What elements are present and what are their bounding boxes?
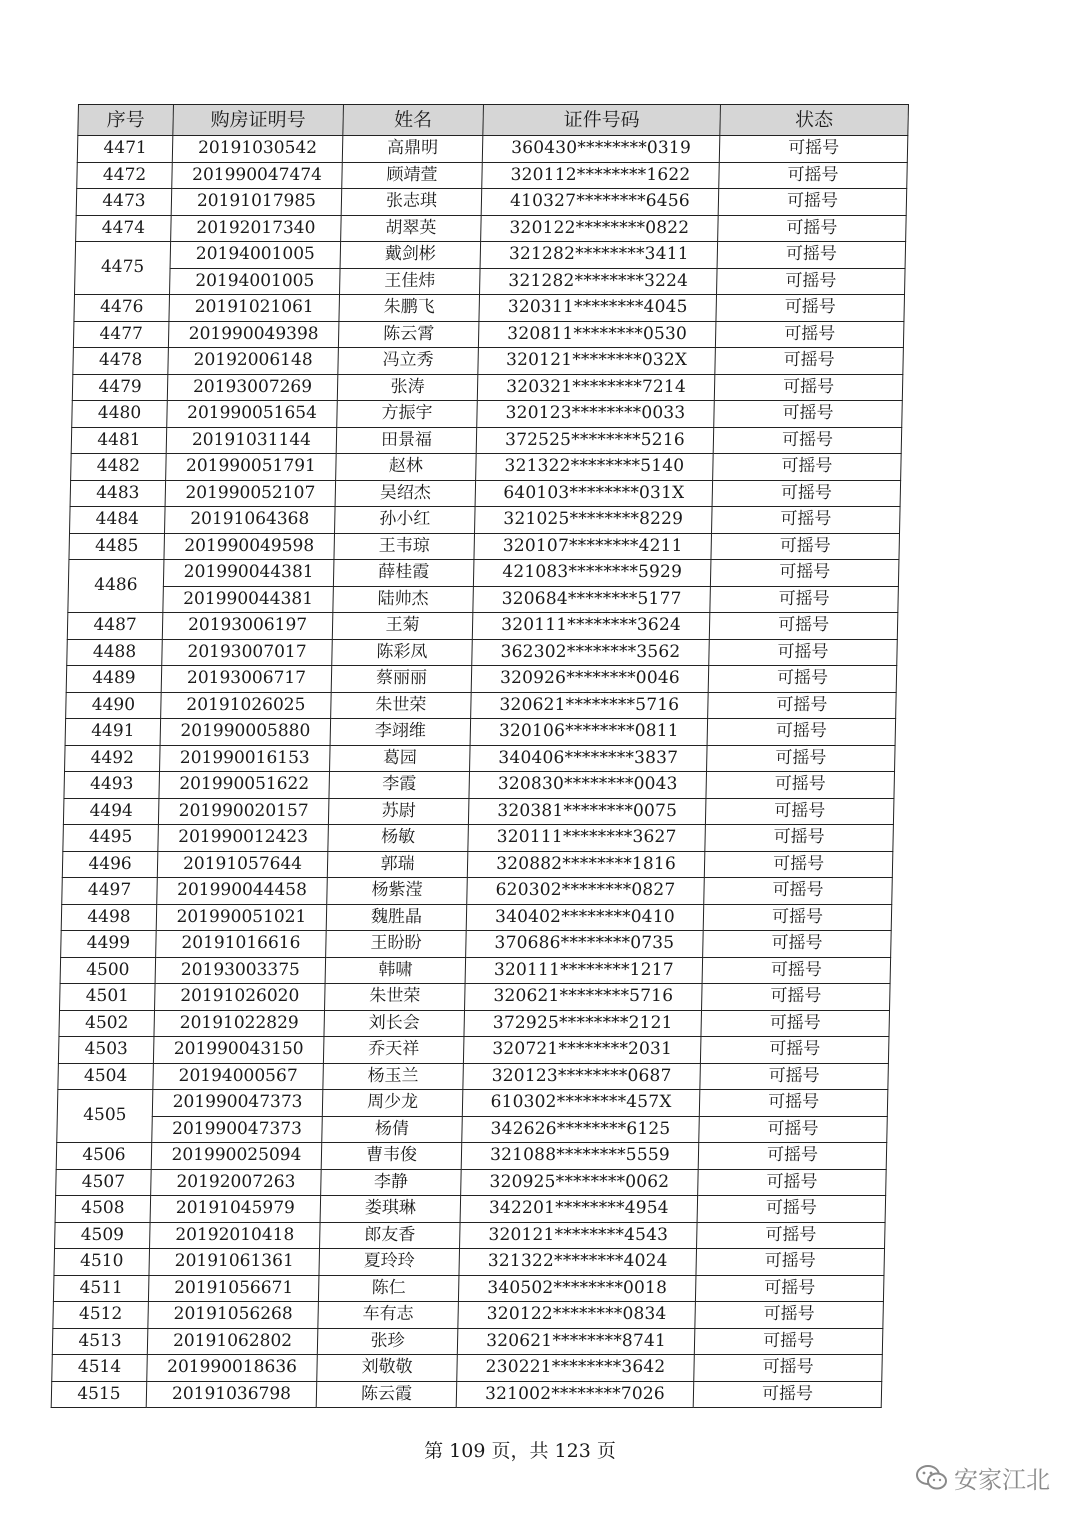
cell-status: 可摇号 — [698, 1169, 887, 1196]
table-row — [51, 1381, 882, 1408]
cell-cert-no: 201990016153 — [160, 745, 331, 772]
cell-status: 可摇号 — [713, 454, 902, 481]
cell-status: 可摇号 — [712, 480, 901, 507]
table-row — [55, 1196, 886, 1223]
cell-seq: 4491 — [65, 719, 161, 746]
cell-cert-no: 20194001005 — [170, 242, 341, 269]
cell-id-no: 320721********2031 — [463, 1037, 701, 1064]
cell-id-no: 321322********4024 — [459, 1249, 697, 1276]
cell-name: 杨玉兰 — [323, 1063, 464, 1090]
table-row — [67, 639, 898, 666]
cell-cert-no: 20191026020 — [155, 984, 326, 1011]
cell-cert-no: 20192007263 — [151, 1169, 322, 1196]
cell-cert-no: 201990044458 — [157, 878, 328, 905]
cell-cert-no: 20191031144 — [166, 427, 337, 454]
cell-status: 可摇号 — [713, 427, 902, 454]
cell-cert-no: 20193006197 — [162, 613, 333, 640]
cell-status: 可摇号 — [717, 242, 906, 269]
cell-name: 刘敬敬 — [317, 1355, 458, 1382]
table-row — [56, 1143, 887, 1170]
cell-cert-no: 20191022829 — [154, 1010, 325, 1037]
cell-cert-no: 20191045979 — [150, 1196, 321, 1223]
table-row — [63, 825, 894, 852]
cell-name: 李霞 — [329, 772, 470, 799]
cell-name: 夏玲玲 — [319, 1249, 460, 1276]
header-name: 姓名 — [343, 105, 484, 136]
cell-seq: 4473 — [76, 189, 172, 216]
cell-seq: 4495 — [63, 825, 159, 852]
cell-cert-no: 201990049598 — [164, 533, 335, 560]
table-row — [60, 984, 891, 1011]
table-row — [71, 427, 902, 454]
cell-status: 可摇号 — [716, 295, 905, 322]
cell-seq: 4471 — [77, 136, 173, 163]
cell-id-no: 340502********0018 — [458, 1275, 696, 1302]
cell-id-no: 372925********2121 — [464, 1010, 702, 1037]
table-row — [58, 1063, 889, 1090]
cell-cert-no: 201990051654 — [167, 401, 338, 428]
cell-status: 可摇号 — [695, 1275, 884, 1302]
cell-name: 娄琪琳 — [320, 1196, 461, 1223]
cell-id-no: 320123********0687 — [463, 1063, 701, 1090]
table-row — [57, 1116, 888, 1143]
cell-id-no: 421083********5929 — [473, 560, 711, 587]
table-row — [75, 242, 906, 269]
cell-name: 冯立秀 — [338, 348, 479, 375]
cell-status: 可摇号 — [701, 1010, 890, 1037]
cell-id-no: 320830********0043 — [469, 772, 707, 799]
table-row — [62, 851, 893, 878]
table-row — [72, 401, 903, 428]
cell-cert-no: 201990044381 — [163, 560, 334, 587]
cell-name: 王菊 — [332, 613, 473, 640]
cell-id-no: 320621********5716 — [465, 984, 703, 1011]
cell-id-no: 320107********4211 — [474, 533, 712, 560]
watermark-text: 安家江北 — [954, 1466, 1050, 1494]
table-row — [74, 295, 905, 322]
table-body — [51, 136, 908, 1408]
cell-seq: 4505 — [57, 1090, 153, 1143]
cell-cert-no: 20191016616 — [156, 931, 327, 958]
cell-seq: 4514 — [52, 1355, 148, 1382]
cell-cert-no: 201990047373 — [152, 1116, 323, 1143]
cell-name: 陈彩凤 — [332, 639, 473, 666]
cell-id-no: 320121********4543 — [460, 1222, 698, 1249]
cell-id-no: 340406********3837 — [470, 745, 708, 772]
cell-cert-no: 20193003375 — [155, 957, 326, 984]
cell-cert-no: 20191017985 — [171, 189, 342, 216]
cell-id-no: 362302********3562 — [472, 639, 710, 666]
cell-status: 可摇号 — [711, 533, 900, 560]
cell-cert-no: 20191064368 — [165, 507, 336, 534]
cell-seq: 4480 — [72, 401, 168, 428]
cell-cert-no: 201990044381 — [163, 586, 334, 613]
cell-seq: 4489 — [66, 666, 162, 693]
cell-name: 吴绍杰 — [335, 480, 476, 507]
cell-id-no: 320882********1816 — [467, 851, 705, 878]
cell-name: 方振宇 — [337, 401, 478, 428]
cell-id-no: 320621********8741 — [457, 1328, 695, 1355]
cell-name: 郭瑞 — [327, 851, 468, 878]
cell-name: 曹韦俊 — [321, 1143, 462, 1170]
cell-cert-no: 201990051791 — [166, 454, 337, 481]
cell-cert-no: 201990018636 — [147, 1355, 318, 1382]
watermark — [916, 1460, 1050, 1495]
table-row — [53, 1275, 884, 1302]
header-status: 状态 — [720, 105, 909, 136]
table-row — [72, 374, 903, 401]
header-id-no: 证件号码 — [483, 105, 721, 136]
cell-seq: 4496 — [62, 851, 158, 878]
cell-cert-no: 201990043150 — [153, 1037, 324, 1064]
cell-name: 李翊维 — [330, 719, 471, 746]
cell-name: 刘长会 — [324, 1010, 465, 1037]
cell-id-no: 320311********4045 — [479, 295, 717, 322]
table-row — [62, 878, 893, 905]
cell-cert-no: 201990051021 — [156, 904, 327, 931]
cell-name: 韩啸 — [325, 957, 466, 984]
cell-status: 可摇号 — [715, 321, 904, 348]
cell-status: 可摇号 — [706, 772, 895, 799]
table-row — [76, 189, 907, 216]
cell-status: 可摇号 — [704, 878, 893, 905]
cell-name: 陈仁 — [318, 1275, 459, 1302]
cell-id-no: 321282********3224 — [480, 268, 718, 295]
table-row — [60, 957, 891, 984]
cell-seq: 4483 — [70, 480, 166, 507]
cell-seq: 4499 — [61, 931, 157, 958]
table-row — [68, 586, 899, 613]
table-row — [71, 454, 902, 481]
cell-name: 高鼎明 — [342, 136, 483, 163]
cell-id-no: 321322********5140 — [476, 454, 714, 481]
cell-id-no: 610302********457X — [462, 1090, 700, 1117]
cell-name: 田景福 — [336, 427, 477, 454]
cell-seq: 4479 — [72, 374, 168, 401]
cell-id-no: 342626********6125 — [462, 1116, 700, 1143]
cell-name: 张志琪 — [341, 189, 482, 216]
cell-id-no: 321088********5559 — [461, 1143, 699, 1170]
cell-seq: 4486 — [68, 560, 164, 613]
cell-seq: 4513 — [52, 1328, 148, 1355]
cell-status: 可摇号 — [705, 825, 894, 852]
cell-id-no: 370686********0735 — [466, 931, 704, 958]
cell-seq: 4510 — [54, 1249, 150, 1276]
cell-status: 可摇号 — [694, 1355, 883, 1382]
cell-status: 可摇号 — [704, 851, 893, 878]
table-row — [59, 1010, 890, 1037]
table-row — [67, 613, 898, 640]
cell-name: 赵林 — [336, 454, 477, 481]
cell-name: 蔡丽丽 — [331, 666, 472, 693]
cell-seq: 4492 — [65, 745, 161, 772]
cell-seq: 4511 — [53, 1275, 149, 1302]
cell-id-no: 340402********0410 — [466, 904, 704, 931]
cell-status: 可摇号 — [719, 136, 908, 163]
cell-name: 胡翠英 — [341, 215, 482, 242]
cell-cert-no: 20194000567 — [153, 1063, 324, 1090]
cell-status: 可摇号 — [707, 745, 896, 772]
cell-name: 顾靖萱 — [342, 162, 483, 189]
cell-seq: 4474 — [76, 215, 172, 242]
cell-seq: 4477 — [73, 321, 169, 348]
cell-id-no: 320112********1622 — [482, 162, 720, 189]
cell-id-no: 321002********7026 — [456, 1381, 694, 1408]
cell-id-no: 620302********0827 — [467, 878, 705, 905]
lottery-list-sheet — [51, 104, 908, 1414]
cell-seq: 4507 — [56, 1169, 152, 1196]
table-row — [69, 533, 900, 560]
table-row — [56, 1169, 887, 1196]
cell-seq: 4494 — [63, 798, 159, 825]
table-row — [52, 1328, 883, 1355]
cell-status: 可摇号 — [707, 719, 896, 746]
table-row — [61, 904, 892, 931]
cell-cert-no: 20191026025 — [161, 692, 332, 719]
table-row — [77, 162, 908, 189]
cell-id-no: 320811********0530 — [478, 321, 716, 348]
table-row — [58, 1037, 889, 1064]
wechat-icon — [916, 1464, 948, 1492]
table-row — [64, 772, 895, 799]
table-row — [73, 348, 904, 375]
cell-status: 可摇号 — [714, 401, 903, 428]
cell-seq: 4506 — [56, 1143, 152, 1170]
cell-id-no: 320121********032X — [478, 348, 716, 375]
cell-status: 可摇号 — [697, 1222, 886, 1249]
table-row — [75, 268, 906, 295]
cell-seq: 4485 — [69, 533, 165, 560]
cell-name: 朱鹏飞 — [339, 295, 480, 322]
table-row — [63, 798, 894, 825]
cell-seq: 4484 — [70, 507, 166, 534]
cell-name: 陈云霄 — [338, 321, 479, 348]
cell-status: 可摇号 — [702, 957, 891, 984]
cell-seq: 4488 — [67, 639, 163, 666]
cell-name: 郎友香 — [320, 1222, 461, 1249]
cell-id-no: 360430********0319 — [482, 136, 720, 163]
table-row — [53, 1302, 884, 1329]
cell-seq: 4478 — [73, 348, 169, 375]
cell-status: 可摇号 — [710, 586, 899, 613]
cell-cert-no: 201990012423 — [158, 825, 329, 852]
table-row — [54, 1249, 885, 1276]
cell-seq: 4500 — [60, 957, 156, 984]
cell-cert-no: 20191030542 — [172, 136, 343, 163]
cell-name: 乔天祥 — [323, 1037, 464, 1064]
cell-seq: 4482 — [71, 454, 167, 481]
cell-cert-no: 20192006148 — [168, 348, 339, 375]
cell-id-no: 321282********3411 — [480, 242, 718, 269]
cell-id-no: 320621********5716 — [471, 692, 709, 719]
cell-status: 可摇号 — [705, 798, 894, 825]
cell-cert-no: 20193006717 — [161, 666, 332, 693]
cell-status: 可摇号 — [696, 1249, 885, 1276]
table-row — [66, 666, 897, 693]
cell-cert-no: 20191021061 — [169, 295, 340, 322]
cell-seq: 4501 — [60, 984, 156, 1011]
cell-status: 可摇号 — [693, 1381, 882, 1408]
cell-status: 可摇号 — [700, 1037, 889, 1064]
cell-seq: 4502 — [59, 1010, 155, 1037]
cell-id-no: 320111********1217 — [465, 957, 703, 984]
cell-status: 可摇号 — [709, 639, 898, 666]
cell-status: 可摇号 — [719, 162, 908, 189]
table-row — [61, 931, 892, 958]
cell-seq: 4475 — [75, 242, 171, 295]
table-row — [65, 745, 896, 772]
cell-name: 朱世荣 — [325, 984, 466, 1011]
cell-cert-no: 20192017340 — [171, 215, 342, 242]
table-row — [57, 1090, 888, 1117]
cell-cert-no: 20191061361 — [149, 1249, 320, 1276]
cell-status: 可摇号 — [708, 692, 897, 719]
cell-status: 可摇号 — [698, 1143, 887, 1170]
cell-name: 薛桂霞 — [333, 560, 474, 587]
cell-id-no: 372525********5216 — [476, 427, 714, 454]
cell-name: 杨敏 — [328, 825, 469, 852]
table-row — [70, 507, 901, 534]
cell-status: 可摇号 — [718, 189, 907, 216]
cell-seq: 4498 — [61, 904, 157, 931]
cell-cert-no: 201990025094 — [151, 1143, 322, 1170]
header-seq: 序号 — [78, 105, 174, 136]
cell-seq: 4503 — [58, 1037, 154, 1064]
cell-id-no: 320321********7214 — [477, 374, 715, 401]
cell-name: 张涛 — [337, 374, 478, 401]
cell-id-no: 320381********0075 — [468, 798, 706, 825]
cell-name: 周少龙 — [322, 1090, 463, 1117]
cell-id-no: 320106********0811 — [470, 719, 708, 746]
cell-seq: 4515 — [51, 1381, 147, 1408]
cell-status: 可摇号 — [715, 348, 904, 375]
cell-status: 可摇号 — [699, 1090, 888, 1117]
table-row — [65, 719, 896, 746]
cell-cert-no: 20193007017 — [162, 639, 333, 666]
table-row — [73, 321, 904, 348]
cell-name: 葛园 — [330, 745, 471, 772]
cell-cert-no: 20191056671 — [148, 1275, 319, 1302]
cell-name: 杨紫滢 — [327, 878, 468, 905]
cell-status: 可摇号 — [699, 1116, 888, 1143]
cell-cert-no: 201990049398 — [168, 321, 339, 348]
cell-seq: 4504 — [58, 1063, 154, 1090]
cell-status: 可摇号 — [708, 666, 897, 693]
cell-status: 可摇号 — [717, 268, 906, 295]
cell-status: 可摇号 — [700, 1063, 889, 1090]
cell-seq: 4508 — [55, 1196, 151, 1223]
table-row — [52, 1355, 883, 1382]
cell-id-no: 640103********031X — [475, 480, 713, 507]
cell-name: 魏胜晶 — [326, 904, 467, 931]
cell-id-no: 320926********0046 — [471, 666, 709, 693]
cell-id-no: 410327********6456 — [481, 189, 719, 216]
cell-cert-no: 20193007269 — [167, 374, 338, 401]
cell-status: 可摇号 — [709, 613, 898, 640]
cell-cert-no: 20192010418 — [150, 1222, 321, 1249]
cell-name: 杨倩 — [322, 1116, 463, 1143]
cell-id-no: 342201********4954 — [460, 1196, 698, 1223]
table-row — [68, 560, 899, 587]
cell-cert-no: 201990020157 — [158, 798, 329, 825]
cell-cert-no: 201990047474 — [172, 162, 343, 189]
cell-id-no: 320123********0033 — [477, 401, 715, 428]
cell-status: 可摇号 — [718, 215, 907, 242]
cell-name: 苏尉 — [328, 798, 469, 825]
cell-name: 李静 — [321, 1169, 462, 1196]
cell-cert-no: 20191062802 — [147, 1328, 318, 1355]
cell-name: 陆帅杰 — [333, 586, 474, 613]
table-row — [55, 1222, 886, 1249]
cell-status: 可摇号 — [714, 374, 903, 401]
cell-status: 可摇号 — [695, 1302, 884, 1329]
cell-name: 朱世荣 — [331, 692, 472, 719]
cell-cert-no: 20191056268 — [148, 1302, 319, 1329]
cell-name: 戴剑彬 — [340, 242, 481, 269]
cell-cert-no: 201990052107 — [165, 480, 336, 507]
cell-name: 陈云霞 — [316, 1381, 457, 1408]
table-header-row — [78, 105, 909, 136]
cell-cert-no: 201990005880 — [160, 719, 331, 746]
cell-name: 王盼盼 — [326, 931, 467, 958]
cell-seq: 4509 — [55, 1222, 151, 1249]
cell-name: 王佳炜 — [340, 268, 481, 295]
cell-seq: 4472 — [77, 162, 173, 189]
cell-cert-no: 20194001005 — [170, 268, 341, 295]
cell-id-no: 321025********8229 — [475, 507, 713, 534]
cell-name: 孙小红 — [335, 507, 476, 534]
table-row — [77, 136, 908, 163]
cell-name: 王韦琼 — [334, 533, 475, 560]
table-row — [66, 692, 897, 719]
table-row — [70, 480, 901, 507]
cell-seq: 4487 — [67, 613, 163, 640]
cell-seq: 4493 — [64, 772, 160, 799]
cell-id-no: 230221********3642 — [457, 1355, 695, 1382]
cell-name: 张珍 — [317, 1328, 458, 1355]
cell-status: 可摇号 — [712, 507, 901, 534]
table-row — [76, 215, 907, 242]
cell-id-no: 320925********0062 — [461, 1169, 699, 1196]
cell-id-no: 320122********0834 — [458, 1302, 696, 1329]
cell-cert-no: 201990047373 — [152, 1090, 323, 1117]
header-cert-no: 购房证明号 — [173, 105, 344, 136]
cell-seq: 4512 — [53, 1302, 149, 1329]
page-footer: 第 109 页，共 123 页 — [424, 1440, 616, 1462]
cell-seq: 4490 — [66, 692, 162, 719]
cell-cert-no: 20191036798 — [146, 1381, 317, 1408]
cell-name: 车有志 — [318, 1302, 459, 1329]
cell-seq: 4481 — [71, 427, 167, 454]
cell-cert-no: 201990051622 — [159, 772, 330, 799]
cell-status: 可摇号 — [702, 984, 891, 1011]
cell-seq: 4476 — [74, 295, 170, 322]
cell-status: 可摇号 — [694, 1328, 883, 1355]
cell-id-no: 320122********0822 — [481, 215, 719, 242]
cell-status: 可摇号 — [710, 560, 899, 587]
cell-cert-no: 20191057644 — [157, 851, 328, 878]
cell-status: 可摇号 — [697, 1196, 886, 1223]
cell-id-no: 320684********5177 — [473, 586, 711, 613]
cell-seq: 4497 — [62, 878, 158, 905]
cell-id-no: 320111********3624 — [472, 613, 710, 640]
eligibility-table — [51, 104, 909, 1408]
cell-id-no: 320111********3627 — [468, 825, 706, 852]
cell-status: 可摇号 — [703, 904, 892, 931]
cell-status: 可摇号 — [703, 931, 892, 958]
